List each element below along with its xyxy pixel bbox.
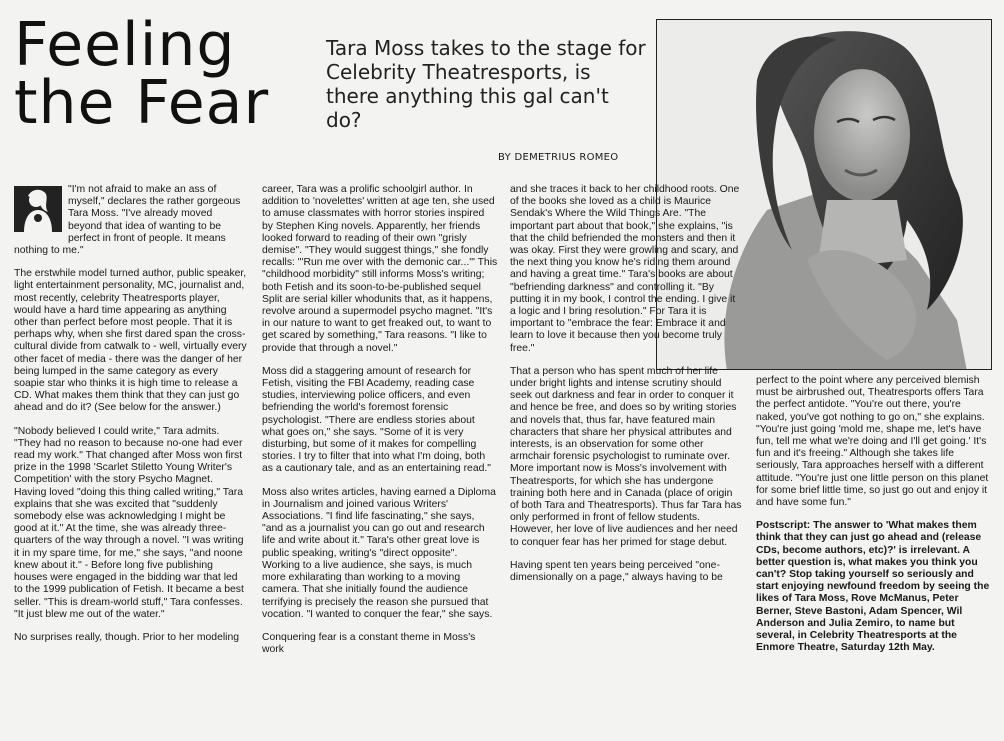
col1-paragraph-1: The erstwhile model turned author, public speaker, light entertainment personality, MC, journalist and, most recently, celebrity Theatresports player, would have a hard time appearing as anything other than perfect before most people. That it is perhaps why, when she first dared span the cross-cultural divide from catwalk to - well, virtually every other facet of media - there was the danger of her being lumped in the same category as every soapie star who thinks it is high time to release a CD. What makes them think that they can just go ahead and do it? (See below for the answer.) [14, 268, 247, 414]
headline [14, 10, 344, 138]
col3-paragraph-1: and she traces it back to her childhood roots. One of the books she loved as a child is Maurice Sendak's Where the Wild Things Are. "The important part about that book," she explains, "is that the child befriended the monsters and then it was okay. First they were growling and scary, and the next thing you know he's riding them around and having a great time." Tara's books are about "befriending darkness" and controlling it. "By putting it in my book, I control the ending. I give it a logic and I bring resolution." For Tara it is important to "embrace the fear: Embrace it and learn to love it because then you become truly free." [510, 184, 740, 354]
col4-paragraph-1: perfect to the point where any perceived blemish must be airbrushed out, Theatresports offers Tara the perfect antidote. "You're out there, you're naked, you've got nothing to go on," she explains. "You're just going 'mold me, shape me, let's have fun, tell me what we're doing and I'll get going.' It's fun and it's freeing." Although she takes life seriously, Tara approaches herself with a different attitude. "You're just one little person on this planet for some brief little time, so just go out and enjoy it and have some fun." [756, 375, 989, 509]
article-column-1 [14, 184, 248, 655]
headline-line-2: the Fear [14, 68, 270, 138]
standfirst: Tara Moss takes to the stage for Celebrity Theatresports, is there anything this gal can't do? [326, 36, 646, 132]
byline: BY DEMETRIUS ROMEO [498, 152, 619, 163]
col1-paragraph-3: No surprises really, though. Prior to her modeling [14, 631, 240, 643]
article-column-4 [756, 375, 992, 665]
col1-paragraph-intro: "I'm not afraid to make an ass of myself," declares the rather gorgeous Tara Moss. "I've already moved beyond that idea of wanting to be perfect in front of people. It means nothing to me." [14, 184, 241, 257]
col2-paragraph-2: Moss did a staggering amount of research for Fetish, visiting the FBI Academy, reading case studies, interviewing police officers, and even befriending the world's foremost forensic psychologist. "There are endless stories about what goes on," she says. "Some of it is very disturbing, but some of it makes for compelling stories. I try to filter that into what I'm doing, both as a cautionary tale, and as an entertaining read." [262, 365, 491, 475]
col3-paragraph-2: That a person who has spent much of her life under bright lights and intense scrutiny should seek out darkness and fear in order to conquer it and hence be free, and does so by writing stories and novels that, thus far, have featured main characters that share her physical attributes and interests, is an observation for some other armchair forensic psychologist to ruminate over. More important now is Moss's involvement with Theatresports, for which she has undergone training both here and in Canada (place of origin of both Tara and Theatresports). Thus far Tara has only performed in front of fellow students. However, her love of live audiences and her need to conquer fear has her primed for stage debut. [510, 365, 742, 548]
article-column-2 [262, 184, 498, 667]
col1-paragraph-2: "Nobody believed I could write," Tara admits. "They had no reason to because no-one had ever read my work." That changed after Moss won first prize in the 1998 'Scarlet Stiletto Young Writer's Competition' with the story Psycho Magnet. Having loved "doing this thing called writing," Tara explains that she was excited that "suddenly somebody else was acknowledging I might be good at it." At the time, she was already three-quarters of the way through a novel. "I was writing it in my spare time, for me," she says, "and noone knew about it." - Before long five publishing houses were engaged in the bidding war that led to the 1999 publication of Fetish. It became a best seller. "This is dream-world stuff," Tara confesses. "It just blew me out of the water." [14, 425, 244, 620]
postscript: Postscript: The answer to 'What makes them think that they can just go ahead and (release CDs, become authors, etc)?' is irrelevant. A better question is, what makes you think you can't? Stop taking yourself so seriously and start enjoying newfound freedom by seeing the likes of Tara Moss, Rove McManus, Peter Berner, Steve Bastoni, Adam Spencer, Wil Anderson and Julia Zemiro, to name but several, in Celebrity Theatresports at the Enmore Theatre, Saturday 12th May. [756, 520, 990, 654]
woman-silhouette-icon [14, 186, 62, 232]
col2-paragraph-1: career, Tara was a prolific schoolgirl author. In addition to 'novelettes' written at age ten, she used to amuse classmates with horror stories inspired by Stephen King novels. Apparently, her friends looked forward to reading of their own "grisly demise". "They would suggest things," she fondly recalls: "'Run me over with the demonic car...'" This "childhood morbidity" still informs Moss's writing; both Fetish and its soon-to-be-published sequel Split are serial killer whodunits that, as it happens, revolve around a supermodel psycho magnet. "It's in our nature to want to get freaked out, to want to get scared by something," Tara reasons. "I like to provide that through a novel." [262, 184, 498, 354]
col3-paragraph-3: Having spent ten years being perceived "one-dimensionally on a page," always having to be [510, 559, 723, 584]
headline-line-1: Feeling [14, 10, 236, 80]
col2-paragraph-3: Moss also writes articles, having earned a Diploma in Journalism and joined various Writers' Associations. "I find life fascinating," she says, "and as a journalist you can go out and research life and write about it." Tara's other great love is public speaking, writing's "direct opposite". Working to a live audience, she says, is much more exhilarating than working to a moving camera. That she initially found the audience terrifying is precisely the reason she pursued that vocation. "I wanted to conquer the fear," she says. [262, 486, 496, 620]
col2-paragraph-4: Conquering fear is a constant theme in Moss's work [262, 631, 476, 656]
article-column-3 [510, 184, 742, 595]
